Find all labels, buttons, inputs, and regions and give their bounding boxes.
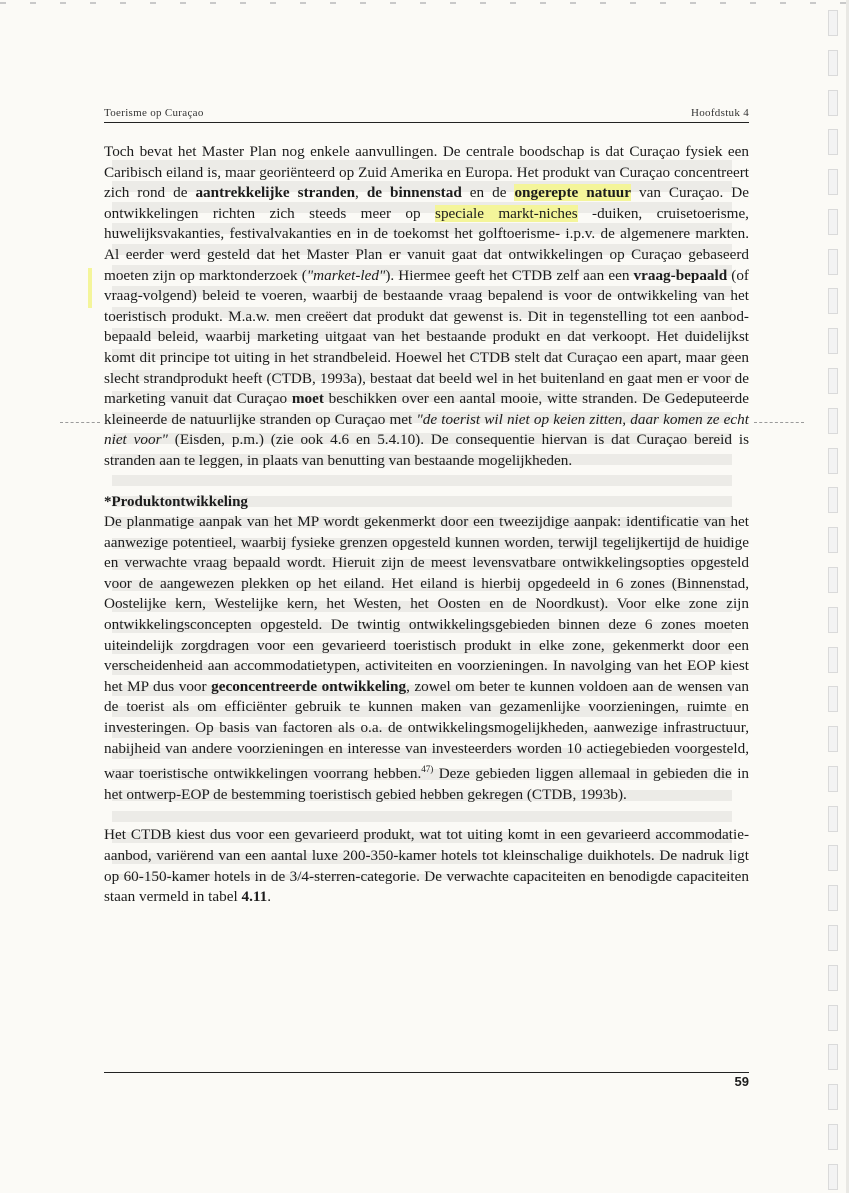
italic-quote: "de toerist wil niet op keien zitten, daar komen ze echt niet voor" xyxy=(104,410,749,449)
bold-term: geconcentreerde ontwikkeling xyxy=(211,677,407,695)
text-run: . xyxy=(267,888,272,906)
running-header xyxy=(104,107,749,123)
bold-term: vraag-bepaald xyxy=(633,266,728,284)
main-text xyxy=(104,142,749,908)
page-number: 59 xyxy=(734,1074,749,1089)
text-run: , xyxy=(355,184,367,202)
margin-highlight-mark xyxy=(88,268,92,308)
text-run: (of vraag-volgend) beleid te voeren, waarbij de bestaande vraag bepalend is voor de ontwikkeling van het toeristisch produkt. M.a.w. men creëert dat produkt dat gewenst is. Dit in tegenstelling tot een aanbod-bepaald beleid, waarbij marketing uitgaat van het bestaande produkt en dat verkoopt. Het duidelijkst komt dit principe tot uiting in het strandbeleid. Hoewel het CTDB stelt dat Curaçao een apart, maar geen slecht strandprodukt heeft (CTDB, 1993a), bestaat dat beeld wel in het buitenland en gaat men er voor de marketing vanuit dat Curaçao xyxy=(104,266,749,408)
text-run: De planmatige aanpak van het MP wordt gekenmerkt door een tweezijdige aanpak: identificatie van het aanwezige potentieel, waarbij fysieke grenzen opgesteld kunnen worden, terwijl tegelijkertijd de huidige en verwachte vraag bepaald wordt. Hieruit zijn de meest levensvatbare ontwikkelingsopties opgesteld voor de aangewezen plekken op het eiland. Het eiland is hierbij opgedeeld in 6 zones (Binnenstad, Oostelijke kern, Westelijke kern, het Westen, het Oosten en de Noordkust). Voor elke zone zijn ontwikkelingsconcepten opgesteld. De twintig ontwikkelingsgebieden binnen deze 6 zones moeten uiteindelijk zorgdragen voor een gevarieerd toeristisch produkt in elke zone, gekenmerkt door een verscheidenheid aan accommodatietypen, activiteiten en voorzieningen. In navolging van het EOP kiest het MP dus voor xyxy=(104,513,749,695)
bold-term: 4.11 xyxy=(241,888,268,906)
text-run: -duiken, cruisetoerisme, huwelijksvakanties, festivalvakanties en in de toekomst het golftoerisme- i.p.v. de algemenere markten. Al eerder werd gesteld dat het Master Plan er vanuit gaat dat ontwikkelingen op Curaçao gebaseerd moeten zijn op marktonderzoek ( xyxy=(104,204,749,284)
header-left: Toerisme op Curaçao xyxy=(104,107,204,119)
section-heading: *Produktontwikkeling xyxy=(104,493,248,510)
scan-dash-right xyxy=(754,422,804,423)
footer-rule xyxy=(104,1072,749,1073)
text-run: Het CTDB kiest dus voor een gevarieerd produkt, wat tot uiting komt in een gevarieerd accommodatie-aanbod, variërend van een aantal luxe 200-350-kamer hotels tot kleinschalige duikhotels. De nadruk ligt op 60-150-kamer hotels in de 3/4-sterren-categorie. De verwachte capaciteiten en benodigde capaciteiten staan vermeld in tabel xyxy=(104,826,749,906)
italic-quote: "market-led" xyxy=(306,266,386,284)
text-run: en de xyxy=(461,184,515,202)
header-right: Hoofdstuk 4 xyxy=(691,107,749,119)
text-run: (Eisden, p.m.) (zie ook 4.6 en 5.4.10). De consequentie hiervan is dat Curaçao bereid is stranden aan te leggen, in plaats van benutting van bestaande mogelijkheden. xyxy=(104,431,749,469)
paragraph-3 xyxy=(104,825,749,907)
bold-term: de binnenstad xyxy=(366,184,462,202)
text-run: Deze gebieden liggen allemaal in gebieden die in het ontwerp-EOP de bestemming toeristisch gebied hebben gekregen (CTDB, 1993b). xyxy=(104,765,750,803)
text-run: beschikken over een aantal mooie, witte stranden. De Gedeputeerde kleineerde de natuurlijke stranden op Curaçao met xyxy=(104,390,750,428)
paragraph-1 xyxy=(104,142,749,472)
text-run: Toch bevat het Master Plan nog enkele aanvullingen. De centrale boodschap is dat Curaçao fysiek een Caribisch eiland is, maar georiënteerd op Zuid Amerika en Europa. Het produkt van Curaçao concentreert zich rond de xyxy=(104,143,749,202)
text-run: van Curaçao. De ontwikkelingen richten zich steeds meer op xyxy=(104,184,750,222)
footnote-marker: 47) xyxy=(421,764,434,775)
scan-dash-left xyxy=(60,422,100,423)
bold-term: moet xyxy=(291,390,324,408)
bold-term: aantrekkelijke stranden xyxy=(195,184,356,202)
paragraph-2 xyxy=(104,512,749,805)
highlighted-term: speciale markt-niches xyxy=(435,204,578,222)
text-run: ). Hiermee geeft het CTDB zelf aan een xyxy=(385,266,634,284)
highlighted-bold-term: ongerepte natuur xyxy=(514,184,631,202)
scan-edge-marks xyxy=(0,2,849,4)
binding-holes xyxy=(828,10,838,1190)
text-run: , zowel om beter te kunnen voldoen aan de wensen van de toerist als om efficiënter gebruik te kunnen maken van gezamenlijke voorzieningen, ruimte en investeringen. Op basis van factoren als o.a. de ontwikkelingsmogelijkheden, aanwezige infrastructuur, nabijheid van andere voorzieningen en interesse van investeerders worden 10 actiegebieden voorgesteld, waar toeristische ontwikkelingen voorrang hebben. xyxy=(104,677,749,783)
